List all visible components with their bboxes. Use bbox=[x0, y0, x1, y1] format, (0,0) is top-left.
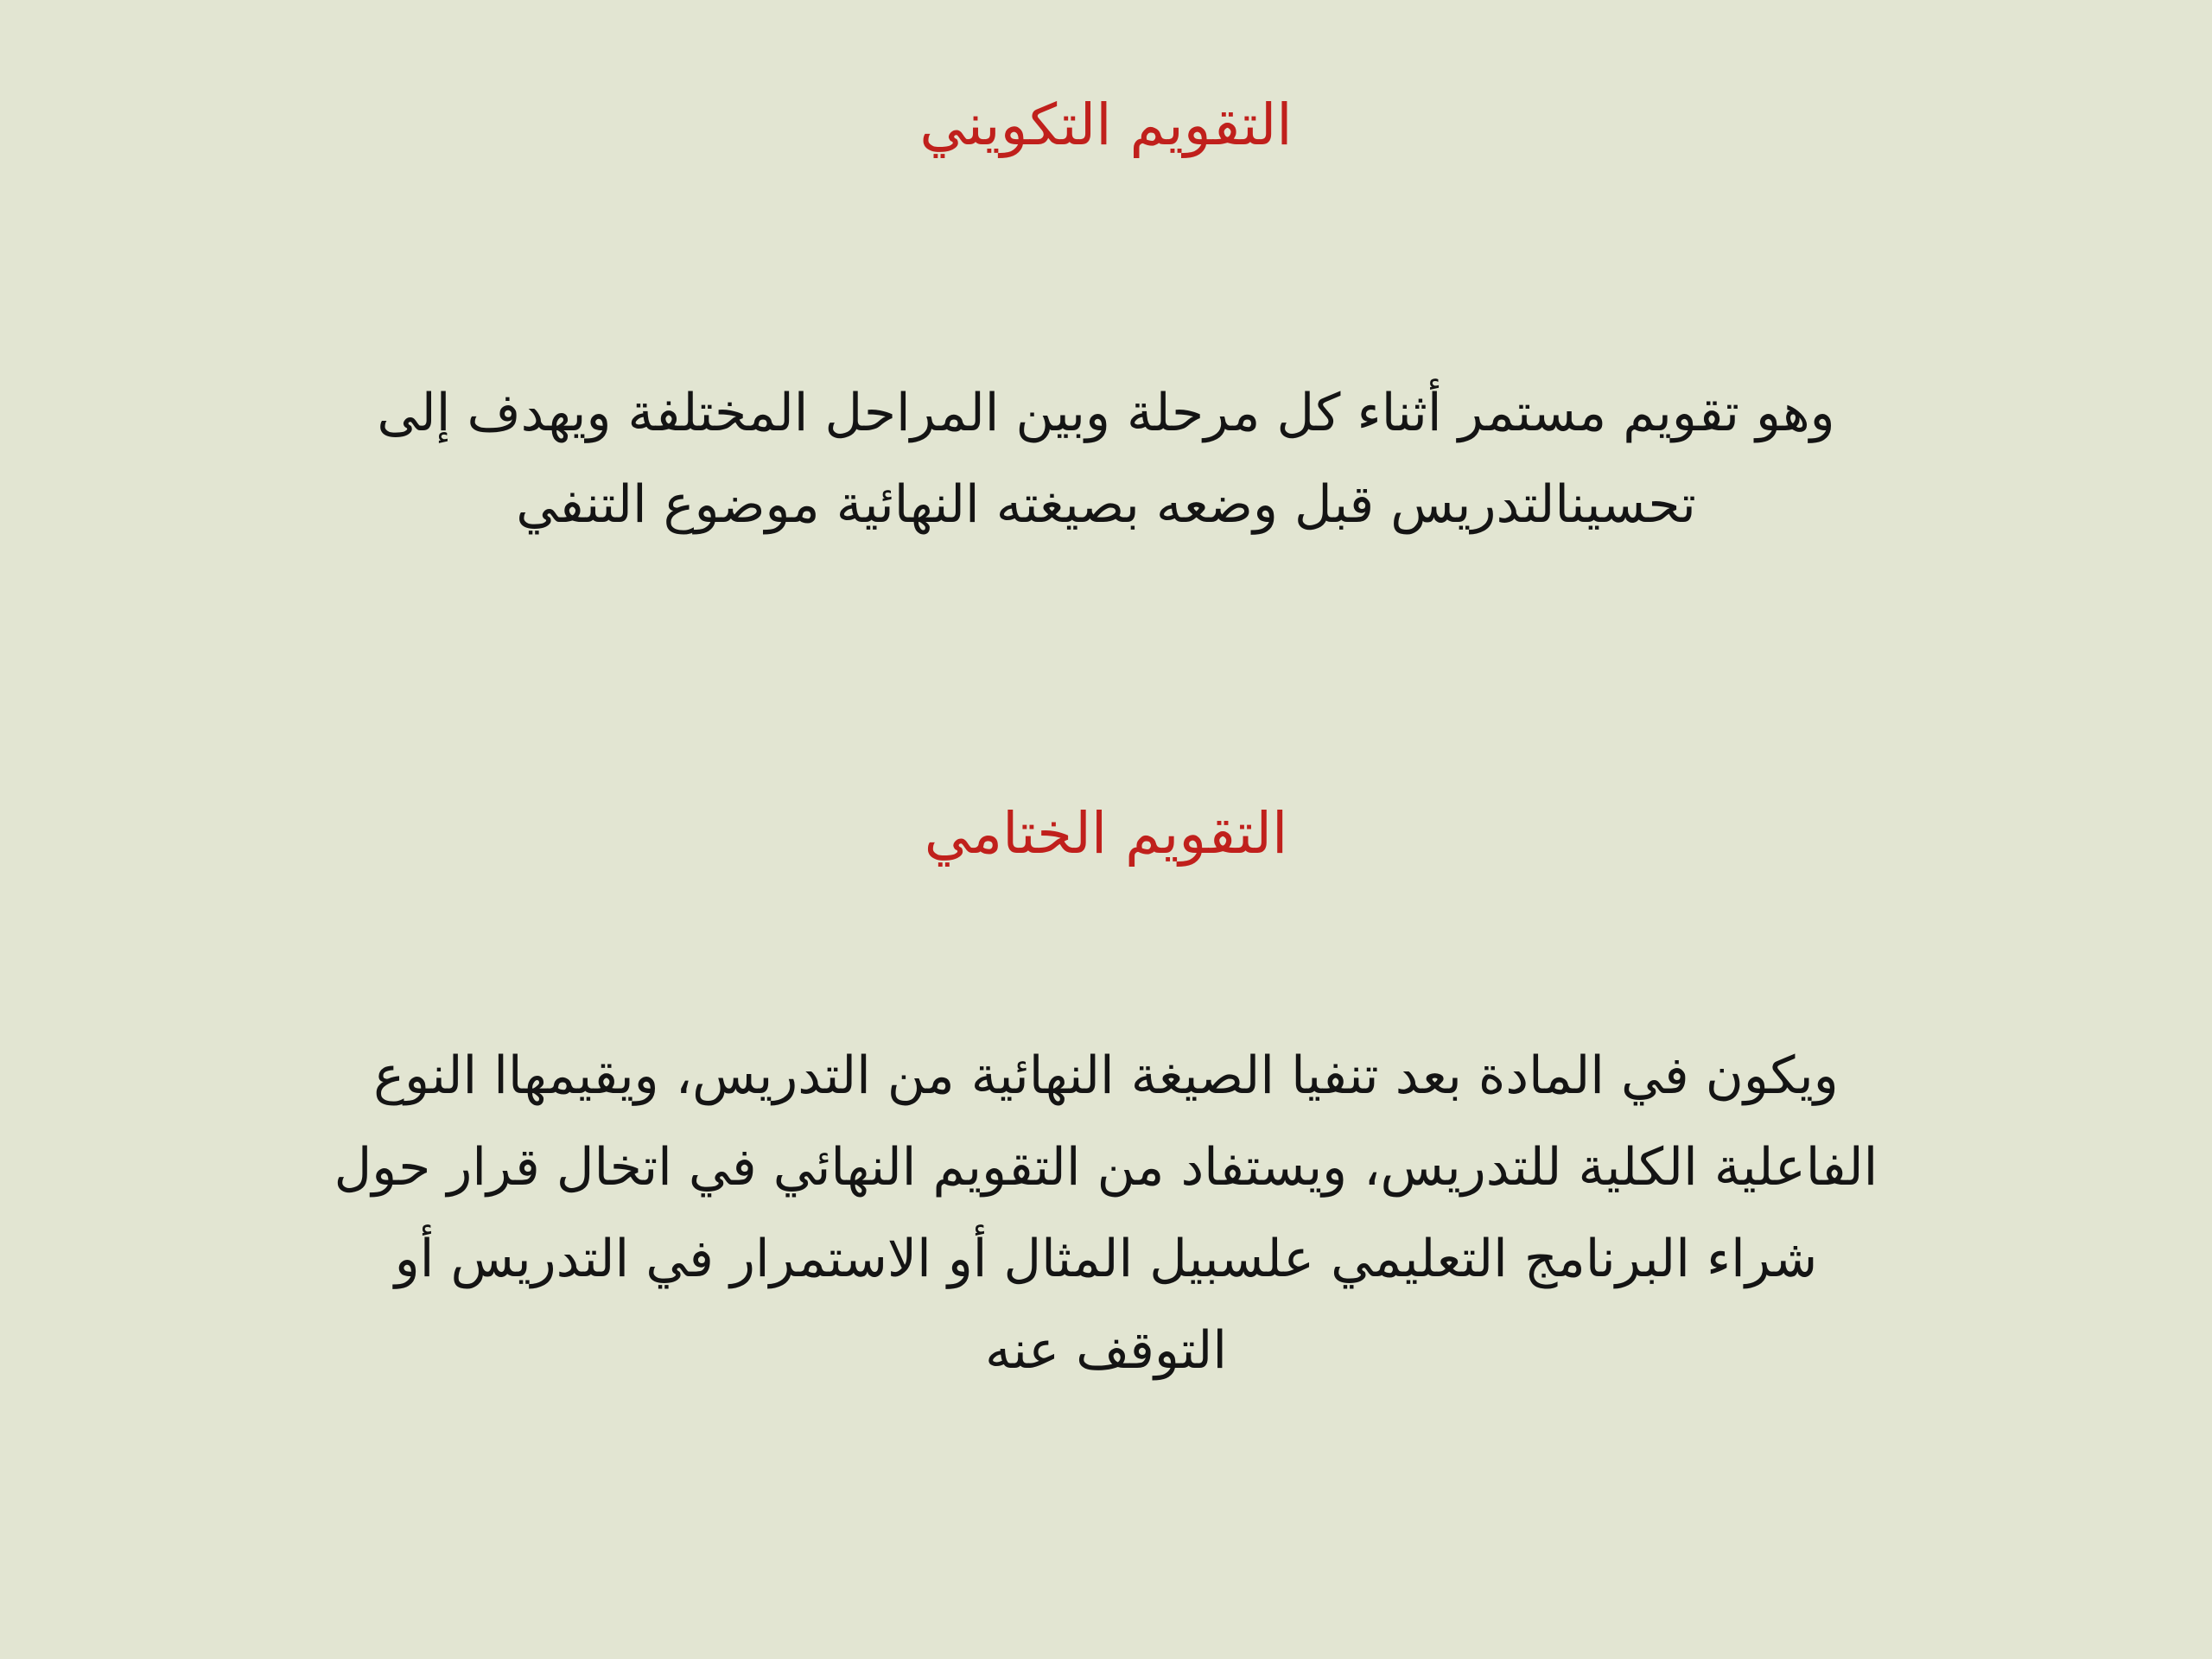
paragraph-line: وهو تقويم مستمر أثناء كل مرحلة وبين المراحل المختلفة ويهدف إلى bbox=[377, 383, 1835, 443]
paragraph-line: التوقف عنه bbox=[985, 1320, 1227, 1381]
summative-assessment-heading: التقويم الختامي bbox=[924, 800, 1288, 867]
paragraph-line: ويكون في المادة بعد تنفيا الصيغة النهائية من التدريس، ويقيمهاا النوع bbox=[373, 1046, 1839, 1106]
paragraph-line: شراء البرنامج التعليمي علسبيل المثال أو الاستمرار في التدريس أو bbox=[394, 1229, 1818, 1289]
formative-assessment-heading: التقويم التكويني bbox=[919, 92, 1293, 158]
formative-assessment-paragraph bbox=[104, 367, 2108, 550]
paragraph-line: الفاعلية الكلية للتدريس، ويستفاد من التقويم النهائي في اتخال قرار حول bbox=[334, 1137, 1878, 1198]
summative-assessment-paragraph bbox=[69, 1030, 2143, 1396]
paragraph-line: تحسينالتدريس قبل وضعه بصيغته النهائية موضوع التنفي bbox=[516, 474, 1696, 535]
